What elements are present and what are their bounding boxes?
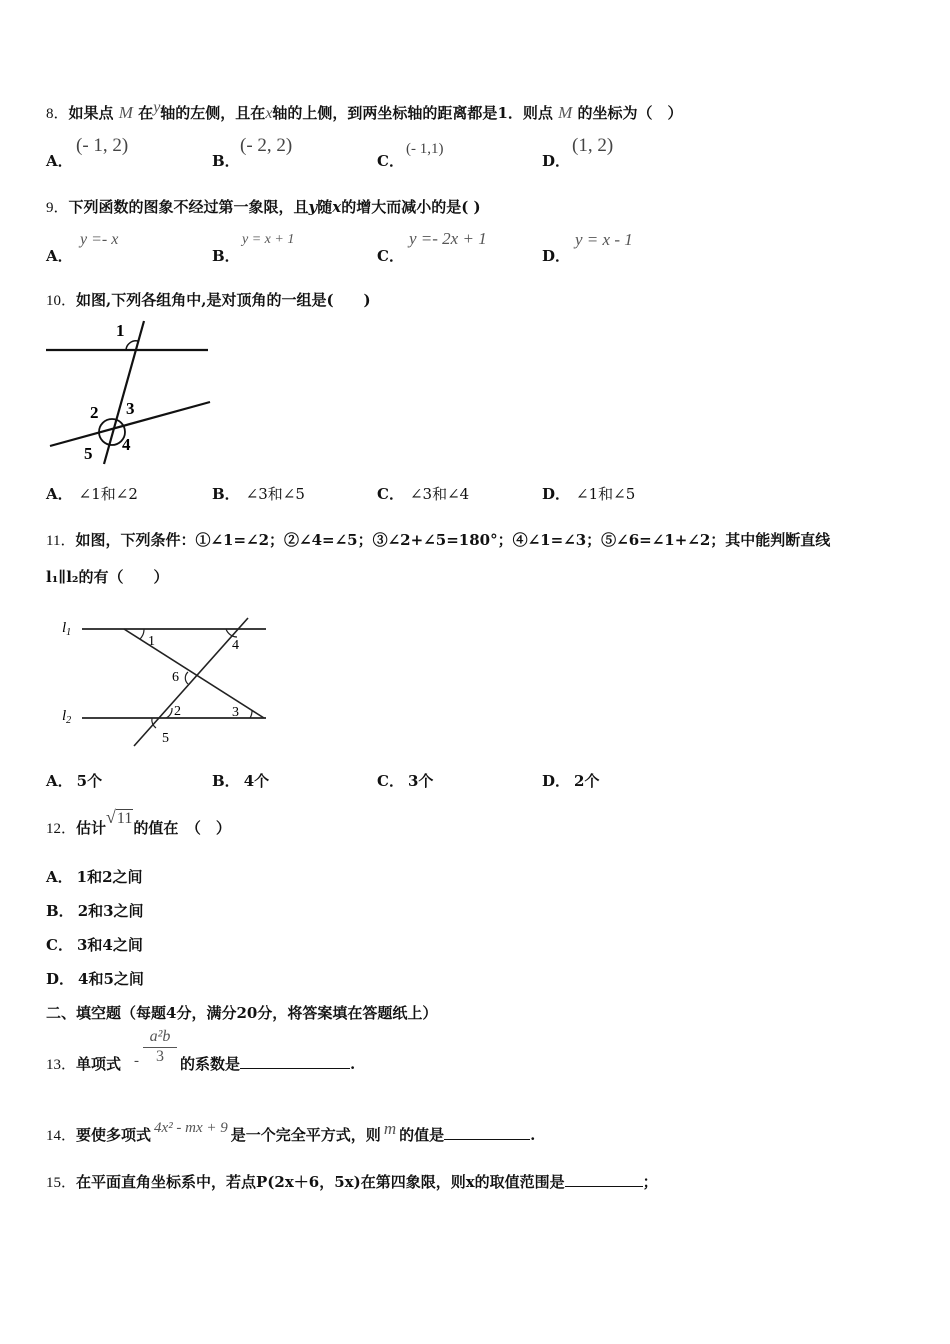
q14-answer-blank[interactable] [444,1125,530,1140]
q10-label-3: 3 [126,399,135,418]
q11-angle1-arc [140,629,144,639]
q11-transversal-1 [124,629,264,718]
question-11-stem: 11．如图，下列条件：①∠1=∠2；②∠4=∠5；③∠2+∠5=180°；④∠1=∠3；⑤∠6=∠1+∠2；其中能判断直线 [46,531,831,549]
q8-option-d[interactable]: D． [542,152,571,170]
q10-option-a[interactable]: A． ∠1和∠2 [46,485,138,503]
q8-option-b[interactable]: B． [212,152,240,170]
q15-answer-blank[interactable] [565,1172,643,1187]
q12-option-a[interactable]: A． 1和2之间 [46,868,143,886]
q11-label-6: 6 [172,670,179,685]
q9-option-b[interactable]: B． [212,247,240,265]
q10-option-c[interactable]: C． ∠3和∠4 [377,485,470,503]
q12-option-b[interactable]: B． 2和3之间 [46,902,144,920]
q8-option-a[interactable]: A． [46,152,73,170]
q9-option-d-value: y = x - 1 [575,230,633,249]
q11-label-2: 2 [174,704,181,719]
question-12-stem: 12．估计√11的值在 （ ） [46,807,231,837]
q11-option-b[interactable]: B． 4个 [212,772,270,790]
q12-option-d[interactable]: D． 4和5之间 [46,970,144,988]
q11-label-l1: $l_1$ [62,620,72,638]
question-10-stem: 10．如图,下列各组角中,是对顶角的一组是( ) [46,291,371,309]
question-9-stem: 9．下列函数的图象不经过第一象限，且y随x的增大而减小的是( ) [46,198,481,216]
q8-option-b-value: (- 2, 2) [240,135,293,156]
q10-label-2: 2 [90,403,99,422]
q10-label-4: 4 [122,435,131,454]
q12-option-c[interactable]: C． 3和4之间 [46,936,143,954]
q11-label-3: 3 [232,705,239,720]
q9-option-d[interactable]: D． [542,247,571,265]
q8-option-d-value: (1, 2) [572,135,614,156]
q10-option-b[interactable]: B． ∠3和∠5 [212,485,305,503]
q12-sqrt-11: √11 [106,807,133,827]
q13-fraction: a²b 3 [143,1028,177,1066]
q11-label-l2: $l_2$ [62,708,72,726]
question-15-stem: 15．在平面直角坐标系中，若点P(2x＋6，5x)在第四象限，则x的取值范围是 ； [46,1173,658,1191]
q11-option-d[interactable]: D． 2个 [542,772,600,790]
q11-angle3-arc [250,710,252,718]
q10-figure [44,316,214,466]
q9-option-a-value: y =- x [80,231,119,248]
q9-option-a[interactable]: A． [46,247,73,265]
q13-answer-blank[interactable] [240,1054,350,1069]
q11-label-1: 1 [148,634,155,649]
q13-minus: - [134,1053,139,1069]
q10-label-5: 5 [84,444,93,463]
section-2-title: 二、填空题（每题4分，满分20分，将答案填在答题纸上） [46,1004,438,1022]
q9-option-c-value: y =- 2x + 1 [409,229,487,248]
q11-option-a[interactable]: A． 5个 [46,772,103,790]
q11-label-4: 4 [232,638,239,653]
question-14-stem: 14．要使多项式 4x² - mx + 9 是一个完全平方式，则 m 的值是 . [46,1119,536,1144]
q8-option-a-value: (- 1, 2) [76,135,129,156]
q9-option-c[interactable]: C． [377,247,404,265]
q9-option-b-value: y = x + 1 [242,232,295,247]
q10-option-d[interactable]: D． ∠1和∠5 [542,485,636,503]
question-13-stem: 13．单项式 [46,1055,122,1073]
q8-option-c[interactable]: C． [377,152,404,170]
question-8-stem: 8．如果点 M 在y轴的左侧，且在x轴的上侧，到两坐标轴的距离都是1．则点 M 的坐标为（ ） [46,99,683,122]
q11-label-5: 5 [162,731,169,746]
q11-figure [56,612,276,752]
q8-option-c-value: (- 1,1) [406,141,444,157]
q11-option-c[interactable]: C． 3个 [377,772,434,790]
question-13-stem-end: 的系数是 . [180,1055,356,1073]
q10-label-1: 1 [116,321,125,340]
q11-angle6-arc [185,672,188,684]
question-11-stem-line2: l₁∥l₂的有（ ） [46,568,169,586]
